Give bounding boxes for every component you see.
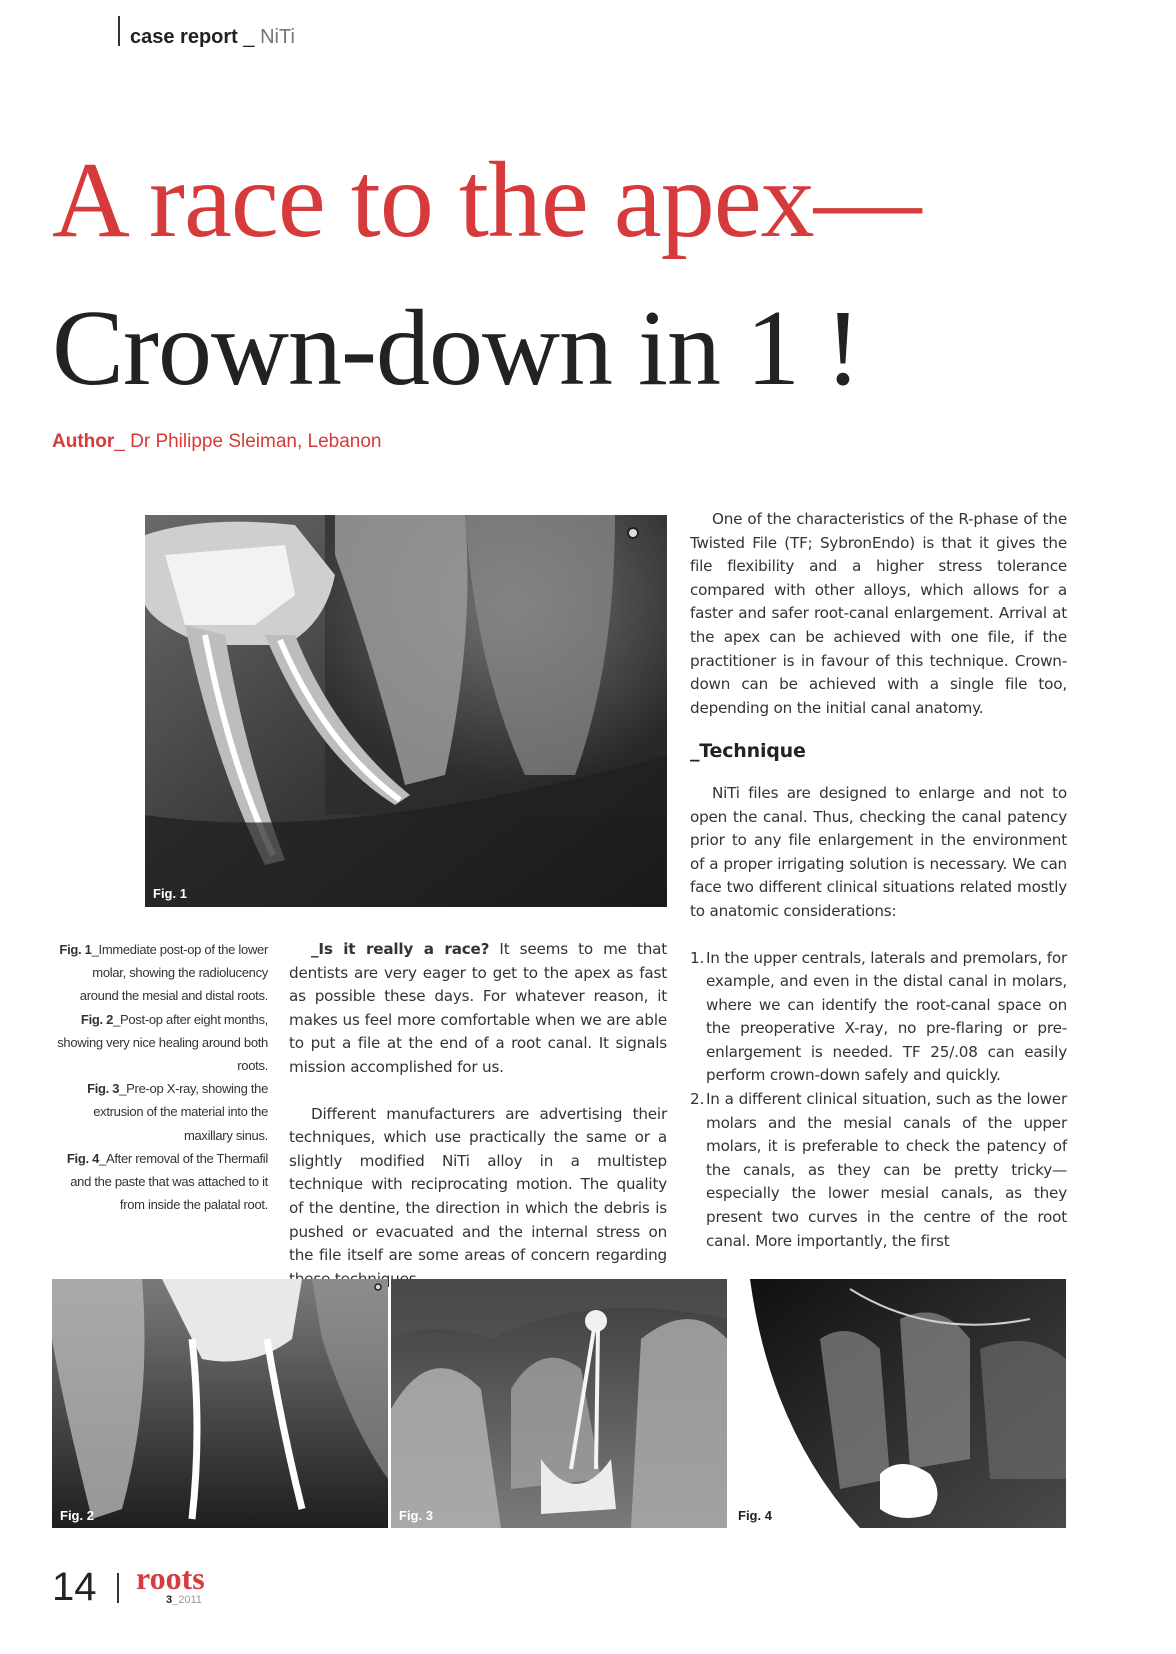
list-item [690,947,1067,1089]
running-header [130,24,295,50]
header-separator: _ [243,26,255,48]
caption-fig4-text: _After removal of the Thermafil and the paste that was attached to it from inside the palatal root. [70,1150,268,1213]
figure-2-xray [52,1279,388,1528]
list-item-number: 1. [690,948,705,967]
magazine-logo: roots [136,1560,205,1596]
right-paragraph-1: One of the characteristics of the R-phase of the Twisted File (TF; SybronEndo) is that it gives the file flexibility and a higher stress tolerance compared with other alloys, which allows for a faster and safer root-canal enlargement. Arrival at the apex can be achieved with one file, if the practitioner is in favour of this technique. Crown-down can be achieved with a single file too, depending on the initial canal anatomy. [690,510,1067,717]
middle-paragraph-1-text: It seems to me that dentists are very eager to get to the apex as fast as possible these days. For whatever reason, it makes us feel more comfortable when we are able to put a file at the end of a root canal. It signals mission accomplished for us. [289,940,668,1076]
footer-rule [117,1573,119,1603]
figure-2-image [52,1279,388,1528]
figure-4-xray [730,1279,1066,1528]
caption-fig4-label: Fig. 4 [66,1150,100,1166]
page-number: 14 [52,1565,97,1609]
right-column [690,508,1067,1253]
issue-number [166,1594,202,1606]
section-lead-heading: _Is it really a race? [311,940,490,958]
middle-paragraph-2: Different manufacturers are advertising their techniques, which use practically the same or a slightly modified NiTi alloy in a multistep technique with reciprocating motion. The quality of the dentine, the direction in which the debris is pushed or evacuated and the internal stress on the file itself are some areas of concern regarding [289,1104,667,1265]
middle-column [289,938,667,1291]
issue-year: _2011 [172,1594,202,1606]
figure-3-image [391,1279,727,1528]
figure-3-xray [391,1279,727,1528]
list-item-number: 2. [690,1090,705,1109]
caption-fig4 [52,1147,268,1217]
figure-captions [52,938,268,1216]
list-item-text: In the upper centrals, laterals and premolars, for example, and even in the distal canal in molars, where we can identify the root-canal space on the preoperative X-ray, no pre-flaring or pre-enlargement is needed. TF 25/.08 can easily perform crown-down safely and quickly. [706,948,1067,1085]
caption-fig2 [52,1008,268,1078]
figure-1-tag: Fig. 1 [153,886,187,901]
caption-fig3 [52,1077,268,1147]
list-item-text: In a different clinical situation, such as the lower molars and the mesial canals of the upper molars, it is preferable to check the patency of the canals, as they can be pretty tricky—especially the lower mesial canals, as they present two curves in the centre of the root canal. More importantly, the first [706,1090,1067,1250]
caption-fig2-text: _Post-op after eight months, showing very nice healing around both roots. [57,1011,268,1074]
header-rule [118,16,120,46]
header-section: case report [130,26,238,48]
middle-paragraph-1 [289,938,667,1080]
figure-1-image [145,515,667,907]
caption-fig1-label: Fig. 1 [59,942,92,957]
technique-heading: _Technique [690,740,806,763]
article-title-line1: A race to the apex— [52,141,921,260]
issue-number-value: 3 [166,1594,173,1606]
caption-fig1 [52,938,268,1008]
technique-list [690,947,1067,1254]
article-title-line2: Crown-down in 1 ! [52,289,860,408]
list-item [690,1088,1067,1253]
figure-2-tag: Fig. 2 [60,1508,94,1523]
author-label: Author [52,431,115,452]
caption-fig3-label: Fig. 3 [87,1081,120,1097]
header-topic: NiTi [260,26,295,48]
figure-3-tag: Fig. 3 [399,1508,433,1523]
caption-fig2-label: Fig. 2 [80,1011,114,1027]
author-line [52,430,382,454]
caption-fig1-text: _Immediate post-op of the lower molar, showing the radiolucency around the mesial and distal roots. [79,942,268,1004]
right-paragraph-2: NiTi files are designed to enlarge and not to open the canal. Thus, checking the canal patency prior to any file enlargement in the environment of a proper irrigating solution is necessary. We can face two different clinical situations related mostly to anatomic considerations: [690,783,1067,920]
figure-4-image [730,1279,1066,1528]
figure-1-xray [145,515,667,907]
figure-4-tag: Fig. 4 [738,1508,772,1523]
author-name: _ Dr Philippe Sleiman, Lebanon [114,431,382,452]
caption-fig3-text: _Pre-op X-ray, showing the extrusion of the material into the maxillary sinus. [93,1081,268,1143]
